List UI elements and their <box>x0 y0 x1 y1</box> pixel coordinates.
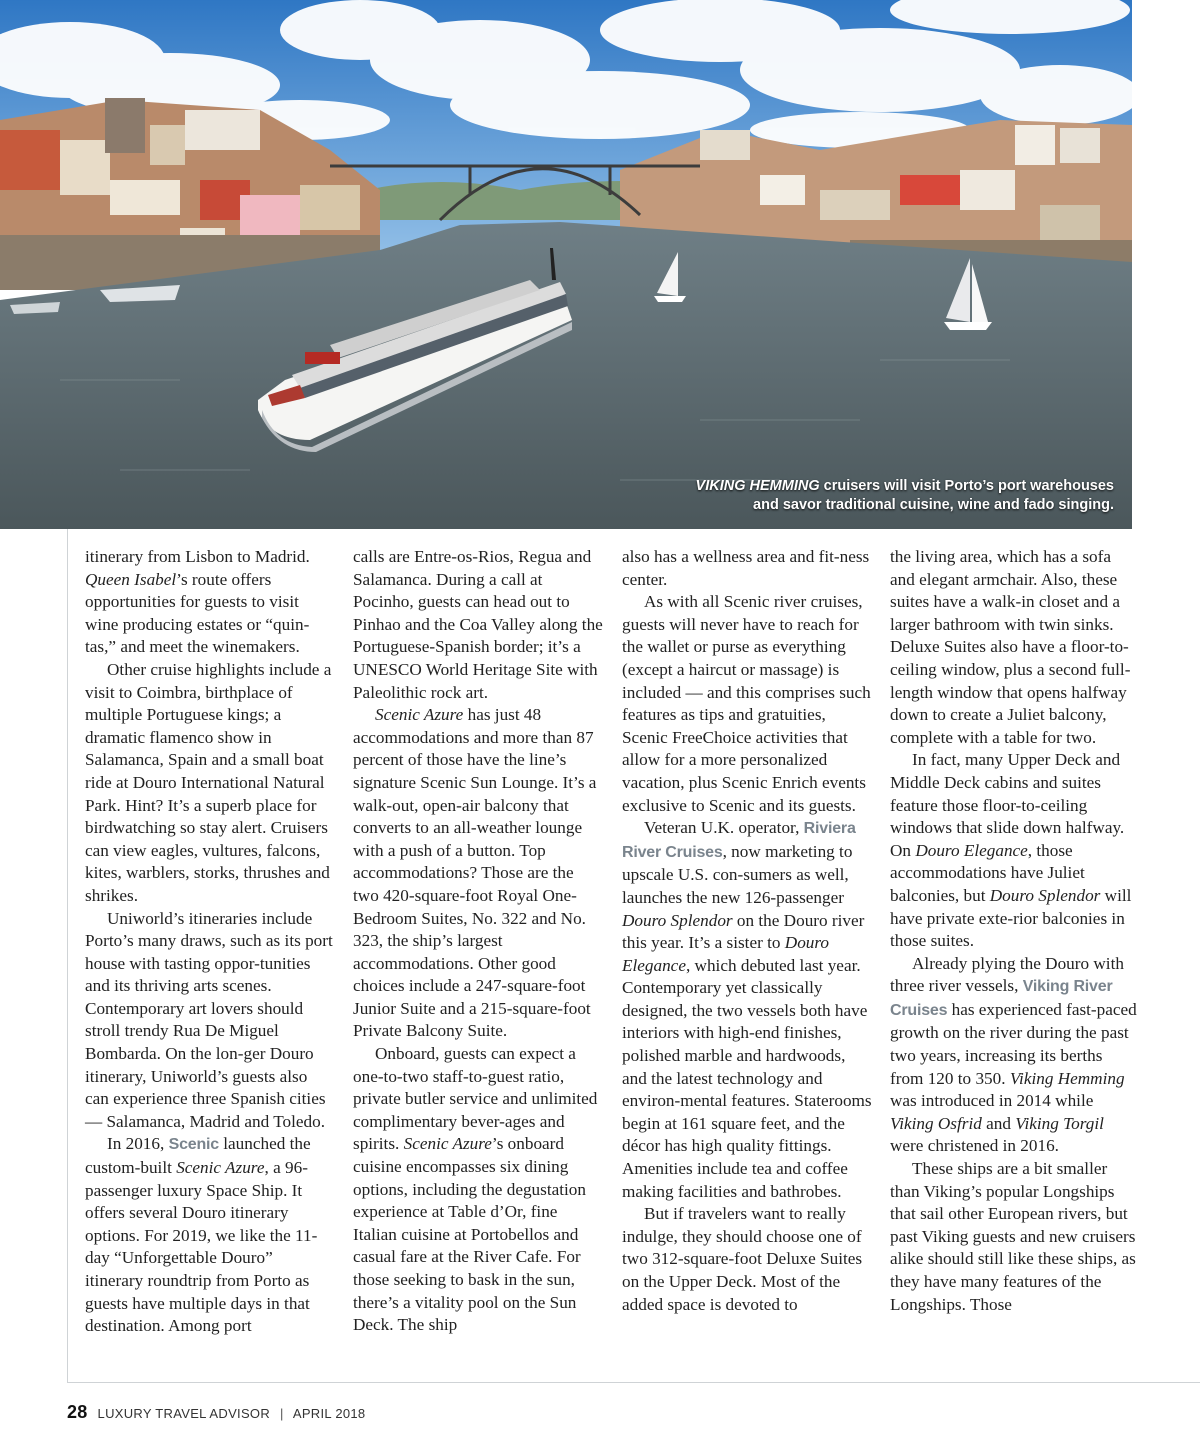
left-margin-rule <box>67 529 68 1382</box>
article-column-3 <box>622 546 872 1316</box>
article-paragraph <box>353 1043 603 1337</box>
ship-name: Viking Osfrid <box>890 1113 982 1133</box>
article-paragraph <box>622 591 872 817</box>
footer-rule <box>67 1382 1200 1383</box>
text-run: , a 96-passenger luxury Space Ship. It offers several Douro itinerary options. For 2019, we like the 11-day “Unforgettable Douro” itinerary roundtrip from Porto as guests have multiple days in that destination. Among port <box>85 1158 318 1336</box>
text-run: , now marketing to upscale U.S. con-sumers as well, launches the new 126-passenger <box>622 841 853 907</box>
ship-name: Douro Elegance <box>622 933 830 975</box>
ship-name: Scenic Azure <box>176 1158 265 1178</box>
ship-name: Viking Hemming <box>1009 1068 1125 1088</box>
text-run: , which debuted last year. Contemporary yet classically designed, the two vessels both have interiors with high-end finishes, polished marble and hardwoods, and the latest technology and environ-mental features. Staterooms begin at 161 square feet, and the décor has high quality fittings. Amenities include tea and coffee making facilities and bathrobes. <box>622 955 872 1201</box>
text-run: Other cruise highlights include a visit to Coimbra, birthplace of multiple Portuguese kings; a dramatic flamenco show in Salamanca, Spain and a small boat ride at Douro International Natural Park. Hint? It’s a superb place for birdwatching so stay alert. Cruisers can view eagles, vultures, falcons, kites, warblers, storks, thrushes and shrikes. <box>85 659 332 905</box>
text-run: But if travelers want to really indulge, they should choose one of two 312-square-foot Deluxe Suites on the Upper Deck. Most of the added space is devoted to <box>622 1204 863 1314</box>
text-run: ’s route offers opportunities for guests to visit wine producing estates or “quin-tas,” and meet the winemakers. <box>85 569 310 657</box>
hero-photo <box>0 0 1132 529</box>
text-run: ’s onboard cuisine encompasses six dining options, including the degustation experience at Table d’Or, fine Italian cuisine at Portobellos and casual fare at the River Cafe. For those seeking to bask in the sun, there’s a vitality pool on the Sun Deck. The ship <box>353 1134 586 1335</box>
article-paragraph <box>85 908 335 1134</box>
text-run: was introduced in 2014 while <box>890 1091 1094 1111</box>
article-paragraph <box>622 546 872 591</box>
text-run: will have private exte-rior balconies in those suites. <box>890 885 1132 951</box>
text-run: In 2016, <box>107 1134 169 1154</box>
article-paragraph <box>353 546 603 704</box>
text-run: calls are Entre-os-Rios, Regua and Salamanca. During a call at Pocinho, guests can head out to Pinhao and the Coa Valley along the Portuguese-Spanish border; it’s a UNESCO World Heritage Site with Paleolithic rock art. <box>353 547 603 702</box>
text-run: were christened in 2016. <box>890 1136 1059 1156</box>
ship-name: Scenic Azure <box>375 705 464 725</box>
article-paragraph <box>622 1203 872 1316</box>
text-run: Uniworld’s itineraries include Porto’s many draws, such as its port house with tasting oppor-tunities and its thriving arts scenes. Contemporary art lovers should stroll trendy Rua De Miguel Bombarda. On the lon-ger Douro itinerary, Uniworld’s guests also can experience three Spanish cities — Salamanca, Madrid and Toledo. <box>85 908 333 1131</box>
text-run: In fact, many Upper Deck and Middle Deck cabins and suites feature those floor-to-ceiling windows that slide down halfway. On <box>890 750 1125 860</box>
text-run: also has a wellness area and fit-ness center. <box>622 547 870 589</box>
caption-line-2: and savor traditional cuisine, wine and fado singing. <box>753 497 1114 513</box>
company-name: Scenic <box>168 1136 219 1154</box>
ship-name: Douro Splendor <box>989 885 1101 905</box>
porto-douro-river-illustration <box>0 0 1132 529</box>
caption-line-1 <box>696 477 1114 496</box>
page-footer <box>67 1402 365 1423</box>
ship-name: Douro Splendor <box>622 910 733 930</box>
text-run: , those accommodations have Juliet balconies, but <box>890 840 1085 905</box>
article-paragraph <box>890 1158 1140 1316</box>
text-run: Already plying the Douro with three river vessels, <box>890 953 1124 996</box>
footer-separator: | <box>279 1406 284 1421</box>
article-paragraph <box>890 546 1140 749</box>
photo-caption <box>696 477 1114 515</box>
text-run: and <box>981 1113 1016 1133</box>
text-run: the living area, which has a sofa and elegant armchair. Also, these suites have a walk-in closet and a larger bathroom with twin sinks. Deluxe Suites also have a floor-to-ceiling window, plus a second full-length window that opens halfway down to create a Juliet balcony, complete with a table for two. <box>890 547 1131 747</box>
article-paragraph <box>85 1133 335 1337</box>
article-paragraph <box>890 749 1140 952</box>
publication-name: LUXURY TRAVEL ADVISOR <box>97 1406 271 1421</box>
ship-name: Douro Elegance <box>915 840 1028 860</box>
issue-date: APRIL 2018 <box>292 1406 366 1421</box>
article-column-4 <box>890 546 1140 1316</box>
text-run: itinerary from Lisbon to Madrid. <box>85 547 310 566</box>
article-column-1 <box>85 546 335 1338</box>
caption-ship-name: VIKING HEMMING <box>695 478 820 494</box>
article-column-2 <box>353 546 603 1337</box>
article-paragraph <box>85 546 335 659</box>
text-run: These ships are a bit smaller than Viking’s popular Longships that sail other European rivers, but past Viking guests and new cruisers alike should still like these ships, as they have many features of the Longships. Those <box>890 1159 1136 1314</box>
text-run: launched the custom-built <box>85 1134 311 1178</box>
article-paragraph <box>85 659 335 908</box>
page-number: 28 <box>67 1402 88 1422</box>
article-paragraph <box>353 704 603 1043</box>
text-run: As with all Scenic river cruises, guests will never have to reach for the wallet or purse as everything (except a haircut or massage) is included — and this comprises such features as tips and gratuities, Scenic FreeChoice activities that allow for a more personalized vacation, plus Scenic Enrich events exclusive to Scenic and its guests. <box>622 592 871 815</box>
ship-name: Queen Isabel <box>85 569 177 589</box>
text-run: has experienced fast-paced growth on the river during the past two years, increasing its berths from 120 to 350. <box>890 999 1137 1088</box>
article-paragraph <box>890 953 1140 1158</box>
text-run: has just 48 accommodations and more than 87 percent of those have the line’s signature Scenic Sun Lounge. It’s a walk-out, open-air balcony that converts to an all-weather lounge with a push of a button. Top accommodations? Those are the two 420-square-foot Royal One-Bedroom Suites, No. 322 and No. 323, the ship’s largest accommodations. Other good choices include a 247-square-foot Junior Suite and a 215-square-foot Private Balcony Suite. <box>353 705 597 1041</box>
article-paragraph <box>622 817 872 1203</box>
caption-line-1-rest: cruisers will visit Porto’s port warehouses <box>819 478 1114 494</box>
company-name: Viking River Cruises <box>890 978 1113 1019</box>
company-name: Riviera River Cruises <box>622 820 856 861</box>
text-run: Veteran U.K. operator, <box>644 818 804 838</box>
ship-name: Viking Torgil <box>1015 1113 1104 1133</box>
ship-name: Scenic Azure <box>403 1134 492 1154</box>
text-run: Onboard, guests can expect a one-to-two staff-to-guest ratio, private butler service and unlimited complimentary bever-ages and spirits. <box>353 1044 598 1154</box>
text-run: on the Douro river this year. It’s a sister to <box>622 910 865 953</box>
